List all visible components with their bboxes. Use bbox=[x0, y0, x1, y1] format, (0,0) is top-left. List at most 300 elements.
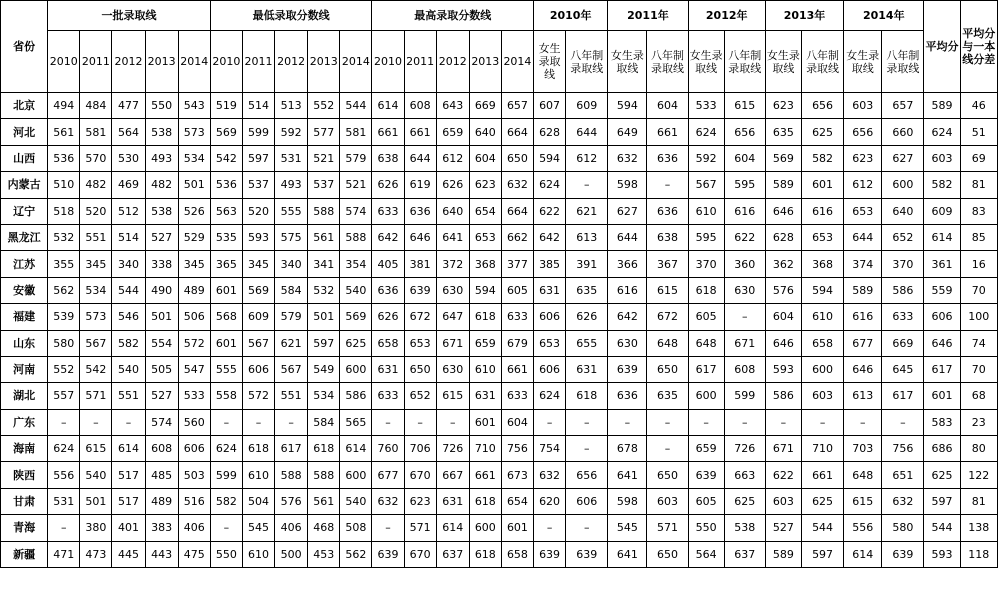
score-cell: 586 bbox=[340, 383, 372, 409]
score-cell: 632 bbox=[372, 488, 404, 514]
score-cell: 582 bbox=[112, 330, 145, 356]
score-cell: 615 bbox=[724, 93, 765, 119]
score-cell: 573 bbox=[178, 119, 210, 145]
score-cell: 355 bbox=[48, 251, 80, 277]
score-cell: 636 bbox=[372, 277, 404, 303]
score-cell: 612 bbox=[566, 145, 608, 171]
score-cell: 589 bbox=[765, 172, 801, 198]
score-cell: 518 bbox=[48, 198, 80, 224]
table-row bbox=[1, 224, 998, 250]
score-cell: – bbox=[48, 515, 80, 541]
score-cell: 642 bbox=[372, 224, 404, 250]
score-cell: 623 bbox=[404, 488, 436, 514]
eight-year-line-subheader: 八年制录取线 bbox=[882, 31, 924, 93]
score-cell: 652 bbox=[404, 383, 436, 409]
score-cell: 547 bbox=[178, 356, 210, 382]
score-cell: 624 bbox=[534, 383, 566, 409]
score-cell: 626 bbox=[372, 304, 404, 330]
score-cell: 594 bbox=[608, 93, 647, 119]
score-cell: – bbox=[436, 409, 469, 435]
score-cell: 636 bbox=[608, 383, 647, 409]
score-cell: – bbox=[112, 409, 145, 435]
score-cell: 624 bbox=[924, 119, 960, 145]
score-cell: 657 bbox=[501, 93, 533, 119]
score-cell: 545 bbox=[608, 515, 647, 541]
score-cell: 625 bbox=[801, 488, 843, 514]
score-cell: 83 bbox=[960, 198, 997, 224]
table-row bbox=[1, 330, 998, 356]
score-cell: 672 bbox=[404, 304, 436, 330]
province-cell: 河北 bbox=[1, 119, 48, 145]
score-cell: 626 bbox=[372, 172, 404, 198]
score-cell: 646 bbox=[765, 198, 801, 224]
score-cell: 613 bbox=[844, 383, 882, 409]
score-cell: 615 bbox=[436, 383, 469, 409]
score-cell: – bbox=[765, 409, 801, 435]
score-cell: 594 bbox=[469, 277, 501, 303]
score-cell: 616 bbox=[608, 277, 647, 303]
score-cell: 468 bbox=[308, 515, 340, 541]
score-cell: 567 bbox=[688, 172, 724, 198]
score-cell: – bbox=[404, 409, 436, 435]
score-cell: 556 bbox=[48, 462, 80, 488]
score-cell: – bbox=[647, 436, 688, 462]
score-cell: 406 bbox=[275, 515, 308, 541]
year-2011-header: 2011年 bbox=[608, 1, 688, 31]
score-cell: 601 bbox=[501, 515, 533, 541]
score-cell: 469 bbox=[112, 172, 145, 198]
score-cell: 562 bbox=[48, 277, 80, 303]
score-cell: 620 bbox=[534, 488, 566, 514]
score-cell: 550 bbox=[688, 515, 724, 541]
score-cell: 672 bbox=[647, 304, 688, 330]
score-cell: 374 bbox=[844, 251, 882, 277]
table-row bbox=[1, 488, 998, 514]
score-cell: 584 bbox=[275, 277, 308, 303]
score-cell: 517 bbox=[112, 462, 145, 488]
score-cell: 618 bbox=[242, 436, 274, 462]
score-cell: 624 bbox=[210, 436, 242, 462]
score-cell: 639 bbox=[608, 356, 647, 382]
score-cell: 635 bbox=[566, 277, 608, 303]
score-cell: 561 bbox=[308, 224, 340, 250]
score-cell: 576 bbox=[275, 488, 308, 514]
female-line-subheader: 女生录取线 bbox=[688, 31, 724, 93]
score-cell: 559 bbox=[924, 277, 960, 303]
score-cell: 599 bbox=[724, 383, 765, 409]
female-line-subheader: 女生录取线 bbox=[534, 31, 566, 93]
score-cell: 640 bbox=[436, 198, 469, 224]
score-cell: 600 bbox=[882, 172, 924, 198]
score-cell: 527 bbox=[145, 383, 178, 409]
score-cell: 710 bbox=[801, 436, 843, 462]
score-cell: 628 bbox=[765, 224, 801, 250]
score-cell: 501 bbox=[178, 172, 210, 198]
table-row bbox=[1, 409, 998, 435]
score-cell: 616 bbox=[724, 198, 765, 224]
score-cell: 586 bbox=[882, 277, 924, 303]
score-cell: 567 bbox=[242, 330, 274, 356]
score-cell: 631 bbox=[469, 383, 501, 409]
score-cell: 571 bbox=[80, 383, 112, 409]
score-cell: 341 bbox=[308, 251, 340, 277]
score-cell: 654 bbox=[469, 198, 501, 224]
score-cell: 597 bbox=[308, 330, 340, 356]
score-cell: 338 bbox=[145, 251, 178, 277]
score-cell: 756 bbox=[501, 436, 533, 462]
score-cell: 617 bbox=[688, 356, 724, 382]
score-cell: 615 bbox=[647, 277, 688, 303]
score-cell: 406 bbox=[178, 515, 210, 541]
score-cell: 595 bbox=[724, 172, 765, 198]
score-cell: 599 bbox=[210, 462, 242, 488]
score-cell: 383 bbox=[145, 515, 178, 541]
score-cell: 569 bbox=[765, 145, 801, 171]
score-cell: 599 bbox=[242, 119, 274, 145]
score-cell: 597 bbox=[242, 145, 274, 171]
score-cell: 569 bbox=[340, 304, 372, 330]
score-cell: 365 bbox=[210, 251, 242, 277]
score-cell: – bbox=[647, 409, 688, 435]
score-cell: 653 bbox=[844, 198, 882, 224]
score-cell: 593 bbox=[242, 224, 274, 250]
score-cell: 667 bbox=[436, 462, 469, 488]
score-cell: 615 bbox=[844, 488, 882, 514]
score-cell: – bbox=[210, 515, 242, 541]
score-cell: 601 bbox=[924, 383, 960, 409]
score-cell: 475 bbox=[178, 541, 210, 567]
score-cell: 621 bbox=[566, 198, 608, 224]
score-cell: 368 bbox=[801, 251, 843, 277]
score-cell: 608 bbox=[145, 436, 178, 462]
score-cell: 614 bbox=[924, 224, 960, 250]
score-cell: 584 bbox=[308, 409, 340, 435]
score-cell: 644 bbox=[844, 224, 882, 250]
score-cell: 650 bbox=[647, 356, 688, 382]
score-cell: 631 bbox=[372, 356, 404, 382]
score-cell: 593 bbox=[924, 541, 960, 567]
score-cell: 623 bbox=[844, 145, 882, 171]
score-cell: 616 bbox=[844, 304, 882, 330]
score-cell: 604 bbox=[647, 93, 688, 119]
score-cell: 501 bbox=[308, 304, 340, 330]
score-cell: – bbox=[275, 409, 308, 435]
score-cell: 380 bbox=[80, 515, 112, 541]
score-cell: 600 bbox=[469, 515, 501, 541]
year-subheader: 2012 bbox=[275, 31, 308, 93]
score-cell: 600 bbox=[801, 356, 843, 382]
score-cell: 626 bbox=[566, 304, 608, 330]
score-cell: 493 bbox=[145, 145, 178, 171]
score-cell: 538 bbox=[724, 515, 765, 541]
score-cell: – bbox=[844, 409, 882, 435]
score-cell: 385 bbox=[534, 251, 566, 277]
score-cell: 639 bbox=[882, 541, 924, 567]
score-cell: 118 bbox=[960, 541, 997, 567]
score-cell: 345 bbox=[80, 251, 112, 277]
score-cell: 612 bbox=[844, 172, 882, 198]
score-cell: 622 bbox=[765, 462, 801, 488]
province-cell: 江苏 bbox=[1, 251, 48, 277]
eight-year-line-subheader: 八年制录取线 bbox=[724, 31, 765, 93]
score-cell: 673 bbox=[501, 462, 533, 488]
score-cell: – bbox=[566, 436, 608, 462]
score-cell: 549 bbox=[308, 356, 340, 382]
score-cell: 490 bbox=[145, 277, 178, 303]
score-cell: 653 bbox=[404, 330, 436, 356]
score-cell: 641 bbox=[608, 541, 647, 567]
score-cell: 537 bbox=[242, 172, 274, 198]
score-cell: 609 bbox=[566, 93, 608, 119]
year-subheader: 2014 bbox=[178, 31, 210, 93]
score-cell: 512 bbox=[112, 198, 145, 224]
score-cell: 453 bbox=[308, 541, 340, 567]
score-cell: 677 bbox=[372, 462, 404, 488]
score-cell: 610 bbox=[242, 541, 274, 567]
score-cell: – bbox=[647, 172, 688, 198]
score-cell: 638 bbox=[647, 224, 688, 250]
score-cell: 605 bbox=[501, 277, 533, 303]
score-cell: 534 bbox=[80, 277, 112, 303]
score-cell: 635 bbox=[647, 383, 688, 409]
score-cell: 646 bbox=[844, 356, 882, 382]
score-cell: 391 bbox=[566, 251, 608, 277]
score-cell: 520 bbox=[80, 198, 112, 224]
score-cell: 514 bbox=[112, 224, 145, 250]
score-cell: 664 bbox=[501, 198, 533, 224]
score-cell: 648 bbox=[647, 330, 688, 356]
score-cell: 574 bbox=[340, 198, 372, 224]
score-cell: 588 bbox=[340, 224, 372, 250]
year-subheader: 2013 bbox=[145, 31, 178, 93]
score-cell: 367 bbox=[647, 251, 688, 277]
female-line-subheader: 女生录取线 bbox=[844, 31, 882, 93]
score-cell: 540 bbox=[112, 356, 145, 382]
year-subheader: 2011 bbox=[242, 31, 274, 93]
score-cell: 606 bbox=[534, 356, 566, 382]
score-cell: 546 bbox=[112, 304, 145, 330]
header-row-years bbox=[1, 31, 998, 93]
score-cell: 648 bbox=[844, 462, 882, 488]
score-cell: 580 bbox=[882, 515, 924, 541]
score-cell: 526 bbox=[178, 198, 210, 224]
score-cell: 520 bbox=[242, 198, 274, 224]
score-cell: 603 bbox=[924, 145, 960, 171]
score-cell: 635 bbox=[765, 119, 801, 145]
score-cell: 85 bbox=[960, 224, 997, 250]
score-cell: 639 bbox=[566, 541, 608, 567]
score-cell: 657 bbox=[882, 93, 924, 119]
score-cell: 670 bbox=[404, 462, 436, 488]
score-cell: 603 bbox=[844, 93, 882, 119]
score-cell: 632 bbox=[608, 145, 647, 171]
score-cell: 639 bbox=[404, 277, 436, 303]
score-cell: 555 bbox=[275, 198, 308, 224]
score-cell: 516 bbox=[178, 488, 210, 514]
score-cell: 618 bbox=[469, 304, 501, 330]
score-cell: 646 bbox=[765, 330, 801, 356]
table-row bbox=[1, 515, 998, 541]
score-cell: 640 bbox=[469, 119, 501, 145]
score-cell: 572 bbox=[178, 330, 210, 356]
table-row bbox=[1, 277, 998, 303]
score-cell: 649 bbox=[608, 119, 647, 145]
score-cell: 494 bbox=[48, 93, 80, 119]
year-subheader: 2013 bbox=[469, 31, 501, 93]
table-row bbox=[1, 383, 998, 409]
score-cell: 650 bbox=[647, 541, 688, 567]
score-cell: 81 bbox=[960, 488, 997, 514]
score-cell: 484 bbox=[80, 93, 112, 119]
score-cell: 600 bbox=[688, 383, 724, 409]
score-cell: 636 bbox=[647, 145, 688, 171]
average-score-header: 平均分 bbox=[924, 1, 960, 93]
score-cell: 536 bbox=[48, 145, 80, 171]
score-cell: 81 bbox=[960, 172, 997, 198]
score-cell: 482 bbox=[145, 172, 178, 198]
score-cell: 614 bbox=[112, 436, 145, 462]
score-cell: 360 bbox=[724, 251, 765, 277]
score-cell: – bbox=[608, 409, 647, 435]
year-2014-header: 2014年 bbox=[844, 1, 924, 31]
score-cell: 614 bbox=[844, 541, 882, 567]
score-cell: 595 bbox=[688, 224, 724, 250]
year-subheader: 2013 bbox=[308, 31, 340, 93]
score-cell: 510 bbox=[48, 172, 80, 198]
min-score-header: 最低录取分数线 bbox=[210, 1, 372, 31]
score-cell: 572 bbox=[242, 383, 274, 409]
score-cell: 624 bbox=[688, 119, 724, 145]
province-cell: 安徽 bbox=[1, 277, 48, 303]
score-cell: 604 bbox=[469, 145, 501, 171]
score-cell: – bbox=[534, 515, 566, 541]
province-cell: 河南 bbox=[1, 356, 48, 382]
score-cell: – bbox=[372, 409, 404, 435]
score-cell: 362 bbox=[765, 251, 801, 277]
score-cell: 345 bbox=[242, 251, 274, 277]
score-cell: 754 bbox=[534, 436, 566, 462]
score-cell: 625 bbox=[924, 462, 960, 488]
score-cell: 726 bbox=[436, 436, 469, 462]
score-cell: 656 bbox=[844, 119, 882, 145]
score-cell: 80 bbox=[960, 436, 997, 462]
score-cell: 756 bbox=[882, 436, 924, 462]
score-cell: 46 bbox=[960, 93, 997, 119]
score-cell: 653 bbox=[469, 224, 501, 250]
table-row bbox=[1, 145, 998, 171]
score-cell: 618 bbox=[688, 277, 724, 303]
score-cell: 589 bbox=[844, 277, 882, 303]
score-cell: 642 bbox=[534, 224, 566, 250]
score-cell: 623 bbox=[469, 172, 501, 198]
score-cell: 580 bbox=[48, 330, 80, 356]
score-cell: 618 bbox=[566, 383, 608, 409]
table-row bbox=[1, 356, 998, 382]
score-cell: 581 bbox=[80, 119, 112, 145]
score-cell: 555 bbox=[210, 356, 242, 382]
score-cell: 671 bbox=[436, 330, 469, 356]
score-cell: 501 bbox=[145, 304, 178, 330]
score-cell: 597 bbox=[801, 541, 843, 567]
score-cell: 517 bbox=[112, 488, 145, 514]
score-cell: 508 bbox=[340, 515, 372, 541]
score-cell: 633 bbox=[882, 304, 924, 330]
score-cell: 567 bbox=[275, 356, 308, 382]
score-cell: 656 bbox=[566, 462, 608, 488]
score-cell: 579 bbox=[275, 304, 308, 330]
score-cell: 589 bbox=[765, 541, 801, 567]
score-cell: 633 bbox=[372, 383, 404, 409]
score-cell: 625 bbox=[724, 488, 765, 514]
eight-year-line-subheader: 八年制录取线 bbox=[647, 31, 688, 93]
score-cell: 661 bbox=[647, 119, 688, 145]
score-cell: 660 bbox=[882, 119, 924, 145]
score-cell: 631 bbox=[534, 277, 566, 303]
score-cell: 401 bbox=[112, 515, 145, 541]
score-cell: 625 bbox=[340, 330, 372, 356]
score-cell: 23 bbox=[960, 409, 997, 435]
score-cell: 631 bbox=[566, 356, 608, 382]
province-cell: 福建 bbox=[1, 304, 48, 330]
score-cell: 650 bbox=[404, 356, 436, 382]
province-cell: 新疆 bbox=[1, 541, 48, 567]
score-cell: 636 bbox=[647, 198, 688, 224]
score-cell: 531 bbox=[275, 145, 308, 171]
score-cell: 626 bbox=[436, 172, 469, 198]
score-cell: 503 bbox=[178, 462, 210, 488]
score-cell: 654 bbox=[501, 488, 533, 514]
score-cell: 562 bbox=[340, 541, 372, 567]
score-cell: 544 bbox=[340, 93, 372, 119]
score-cell: 644 bbox=[566, 119, 608, 145]
score-cell: 556 bbox=[844, 515, 882, 541]
score-cell: 588 bbox=[308, 462, 340, 488]
score-cell: 530 bbox=[112, 145, 145, 171]
score-cell: 617 bbox=[275, 436, 308, 462]
score-cell: 571 bbox=[404, 515, 436, 541]
score-cell: 601 bbox=[801, 172, 843, 198]
score-cell: 370 bbox=[882, 251, 924, 277]
table-row bbox=[1, 93, 998, 119]
score-cell: 533 bbox=[688, 93, 724, 119]
province-cell: 黑龙江 bbox=[1, 224, 48, 250]
score-cell: 582 bbox=[924, 172, 960, 198]
score-cell: 679 bbox=[501, 330, 533, 356]
score-cell: 493 bbox=[275, 172, 308, 198]
score-cell: 613 bbox=[566, 224, 608, 250]
score-cell: 122 bbox=[960, 462, 997, 488]
score-cell: 608 bbox=[404, 93, 436, 119]
score-cell: 630 bbox=[724, 277, 765, 303]
score-cell: 544 bbox=[924, 515, 960, 541]
score-cell: 618 bbox=[469, 541, 501, 567]
score-cell: 542 bbox=[80, 356, 112, 382]
score-cell: 600 bbox=[340, 356, 372, 382]
score-cell: 623 bbox=[765, 93, 801, 119]
score-cell: 536 bbox=[210, 172, 242, 198]
score-cell: 569 bbox=[242, 277, 274, 303]
score-cell: 618 bbox=[308, 436, 340, 462]
score-cell: 609 bbox=[242, 304, 274, 330]
score-cell: 138 bbox=[960, 515, 997, 541]
province-cell: 内蒙古 bbox=[1, 172, 48, 198]
score-cell: 610 bbox=[801, 304, 843, 330]
year-subheader: 2012 bbox=[112, 31, 145, 93]
score-cell: 652 bbox=[882, 224, 924, 250]
score-cell: 579 bbox=[340, 145, 372, 171]
score-cell: 651 bbox=[882, 462, 924, 488]
score-cell: 617 bbox=[882, 383, 924, 409]
